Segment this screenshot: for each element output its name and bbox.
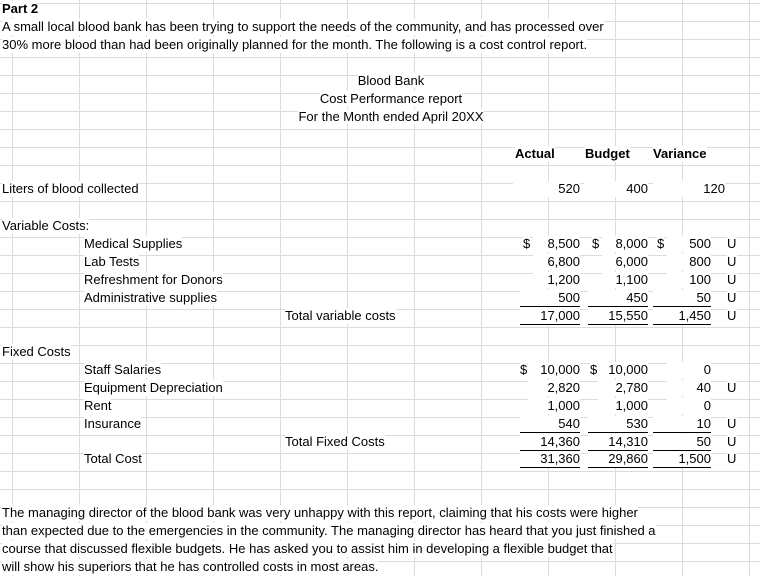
intro-line-2: 30% more blood than had been originally planned for the month. The following is a cost control report. (2, 37, 588, 52)
report-title-name: Cost Performance report (319, 91, 463, 106)
closing-line-4: will show his superiors that he has controlled costs in most areas. (2, 559, 379, 574)
table-cell-budget: 2,780 (598, 380, 648, 396)
table-cell-budget: 1,000 (598, 398, 648, 414)
table-cell-actual: 8,500 (533, 236, 580, 252)
variance-flag: U (727, 290, 737, 305)
table-cell-actual: 1,200 (533, 272, 580, 288)
variance-flag: U (727, 308, 737, 323)
col-header-budget: Budget (585, 146, 630, 161)
report-title-org: Blood Bank (357, 73, 425, 88)
table-cell-variance: 800 (667, 254, 711, 270)
table-cell-budget: 450 (588, 290, 648, 307)
liters-budget: 400 (584, 181, 648, 197)
closing-line-3: course that discussed flexible budgets. He has asked you to assist him in developing a flexible budget that (2, 541, 613, 556)
table-cell-variance: 50 (653, 290, 711, 307)
table-cell-budget: 530 (588, 416, 648, 433)
total-variable-actual: 17,000 (520, 308, 580, 325)
table-row-label: Rent (84, 398, 112, 413)
intro-line-1: A small local blood bank has been trying to support the needs of the community, and has processed over (2, 19, 604, 34)
currency-symbol: $ (590, 362, 598, 377)
total-variable-budget: 15,550 (588, 308, 648, 325)
table-cell-budget: 6,000 (602, 254, 648, 270)
table-row-label: Equipment Depreciation (84, 380, 223, 395)
table-row-label: Lab Tests (84, 254, 140, 269)
table-row-label: Insurance (84, 416, 142, 431)
total-cost-variance: 1,500 (653, 451, 711, 468)
liters-variance: 120 (653, 181, 725, 197)
variance-flag: U (727, 416, 737, 431)
total-fixed-actual: 14,360 (520, 434, 580, 451)
table-cell-actual: 1,000 (528, 398, 580, 414)
table-row-label: Refreshment for Donors (84, 272, 223, 287)
currency-symbol: $ (520, 362, 528, 377)
table-cell-actual: 540 (520, 416, 580, 433)
part-heading: Part 2 (2, 1, 39, 16)
table-cell-variance: 10 (653, 416, 711, 433)
table-cell-budget: 1,100 (602, 272, 648, 288)
variance-flag: U (727, 434, 737, 449)
table-cell-budget: 10,000 (598, 362, 648, 378)
variable-section-label: Variable Costs: (2, 218, 90, 233)
col-header-variance: Variance (653, 146, 707, 161)
currency-symbol: $ (523, 236, 531, 251)
table-cell-variance: 500 (667, 236, 711, 252)
table-cell-variance: 100 (667, 272, 711, 288)
currency-symbol: $ (592, 236, 600, 251)
closing-line-1: The managing director of the blood bank was very unhappy with this report, claiming that his costs were higher (2, 505, 638, 520)
total-fixed-budget: 14,310 (588, 434, 648, 451)
table-cell-actual: 2,820 (528, 380, 580, 396)
total-variable-variance: 1,450 (653, 308, 711, 325)
total-variable-label: Total variable costs (285, 308, 396, 323)
table-cell-variance: 40 (667, 380, 711, 396)
table-row-label: Administrative supplies (84, 290, 217, 305)
variance-flag: U (727, 451, 737, 466)
variance-flag: U (727, 272, 737, 287)
table-row-label: Medical Supplies (84, 236, 183, 251)
table-cell-actual: 6,800 (533, 254, 580, 270)
table-cell-budget: 8,000 (602, 236, 648, 252)
variance-flag: U (727, 236, 737, 251)
table-cell-variance: 0 (667, 362, 711, 378)
table-cell-actual: 10,000 (528, 362, 580, 378)
variance-flag: U (727, 254, 737, 269)
total-cost-budget: 29,860 (588, 451, 648, 468)
total-fixed-variance: 50 (653, 434, 711, 451)
report-title-period: For the Month ended April 20XX (298, 109, 484, 124)
table-cell-variance: 0 (667, 398, 711, 414)
currency-symbol: $ (657, 236, 665, 251)
liters-label: Liters of blood collected (2, 181, 139, 196)
closing-line-2: than expected due to the emergencies in the community. The managing director has heard that you just finished a (2, 523, 656, 538)
col-header-actual: Actual (515, 146, 555, 161)
total-cost-actual: 31,360 (520, 451, 580, 468)
liters-actual: 520 (513, 181, 580, 197)
total-fixed-label: Total Fixed Costs (285, 434, 385, 449)
fixed-section-label: Fixed Costs (2, 344, 71, 359)
variance-flag: U (727, 380, 737, 395)
table-row-label: Staff Salaries (84, 362, 162, 377)
total-cost-label: Total Cost (84, 451, 142, 466)
table-cell-actual: 500 (520, 290, 580, 307)
